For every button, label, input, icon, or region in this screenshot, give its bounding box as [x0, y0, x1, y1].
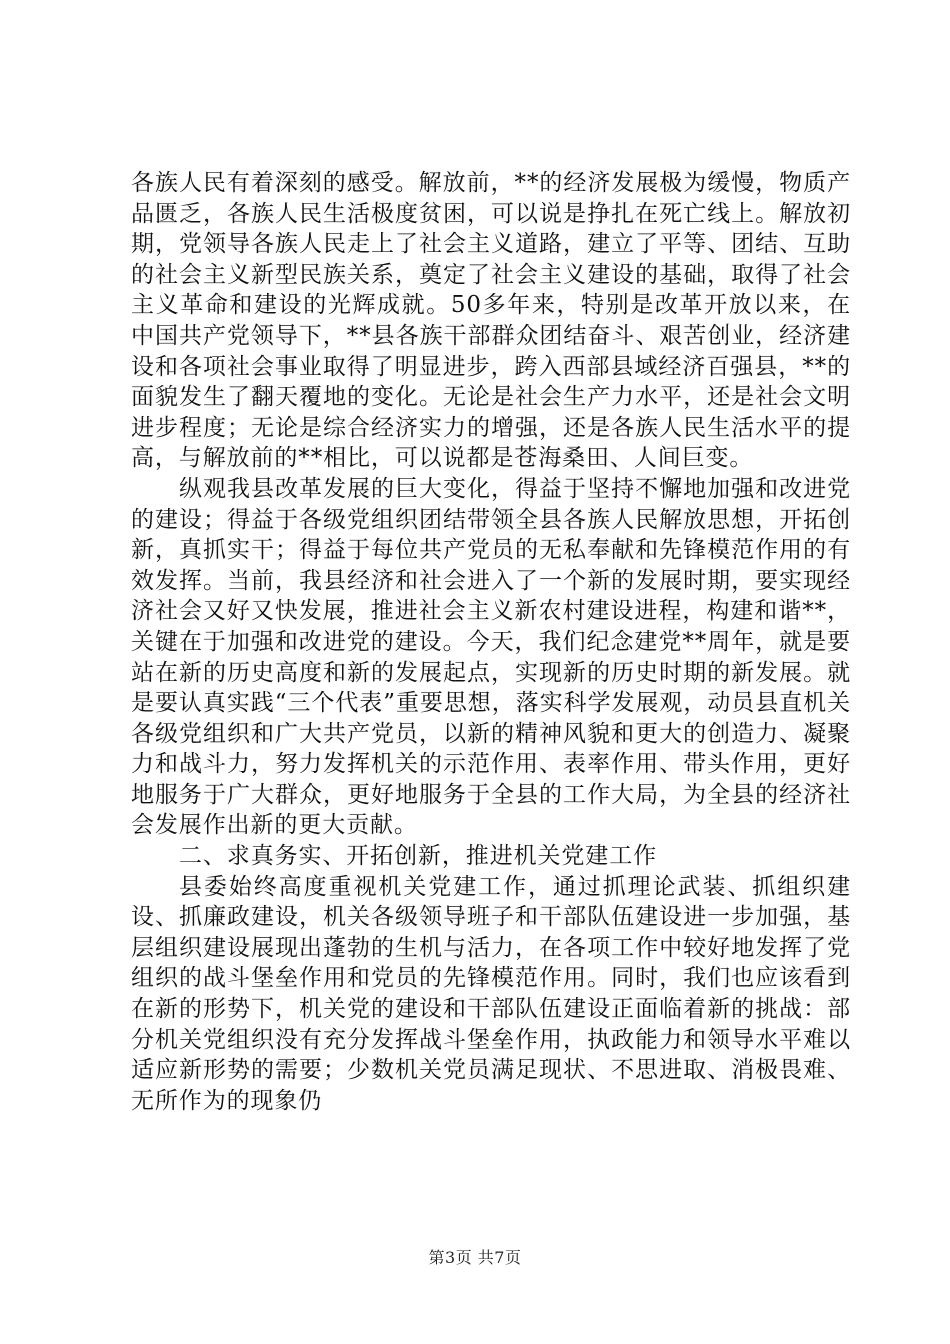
- paragraph-development-review: 纵观我县改革发展的巨大变化，得益于坚持不懈地加强和改进党的建设；得益于各级党组织团结带领全县各族人民解放思想，开拓创新，真抓实干；得益于每位共产党员的无私奉献和先锋模范作用的有效发挥。当前，我县经济和社会进入了一个新的发展时期，要实现经济社会又好又快发展，推进社会主义新农村建设进程，构建和谐**，关键在于加强和改进党的建设。今天，我们纪念建党**周年，就是要站在新的历史高度和新的发展起点，实现新的历史时期的新发展。就是要认真实践“三个代表”重要思想，落实科学发展观，动员县直机关各级党组织和广大共产党员，以新的精神风貌和更大的创造力、凝聚力和战斗力，努力发挥机关的示范作用、表率作用、带头作用，更好地服务于广大群众，更好地服务于全县的工作大局，为全县的经济社会发展作出新的更大贡献。: [131, 475, 851, 839]
- document-body: [131, 168, 851, 1116]
- page-number-footer: 第3页 共7页: [428, 1248, 522, 1267]
- paragraph-continuation: 各族人民有着深刻的感受。解放前，**的经济发展极为缓慢，物质产品匮乏，各族人民生活极度贫困，可以说是挣扎在死亡线上。解放初期，党领导各族人民走上了社会主义道路，建立了平等、团结、互助的社会主义新型民族关系，奠定了社会主义建设的基础，取得了社会主义革命和建设的光辉成就。50多年来，特别是改革开放以来，在中国共产党领导下，**县各族干部群众团结奋斗、艰苦创业，经济建设和各项社会事业取得了明显进步，跨入西部县域经济百强县，**的面貌发生了翻天覆地的变化。无论是社会生产力水平，还是社会文明进步程度；无论是综合经济实力的增强，还是各族人民生活水平的提高，与解放前的**相比，可以说都是苍海桑田、人间巨变。: [131, 170, 851, 472]
- section-heading: 二、求真务实、开拓创新，推进机关党建工作: [179, 843, 657, 870]
- paragraph-party-building: 县委始终高度重视机关党建工作，通过抓理论武装、抓组织建设、抓廉政建设，机关各级领导班子和干部队伍建设进一步加强，基层组织建设展现出蓬勃的生机与活力，在各项工作中较好地发挥了党组织的战斗堡垒作用和党员的先锋模范作用。同时，我们也应该看到在新的形势下，机关党的建设和干部队伍建设正面临着新的挑战：部分机关党组织没有充分发挥战斗堡垒作用，执政能力和领导水平难以适应新形势的需要；少数机关党员满足现状、不思进取、消极畏难、无所作为的现象仍: [131, 873, 851, 1114]
